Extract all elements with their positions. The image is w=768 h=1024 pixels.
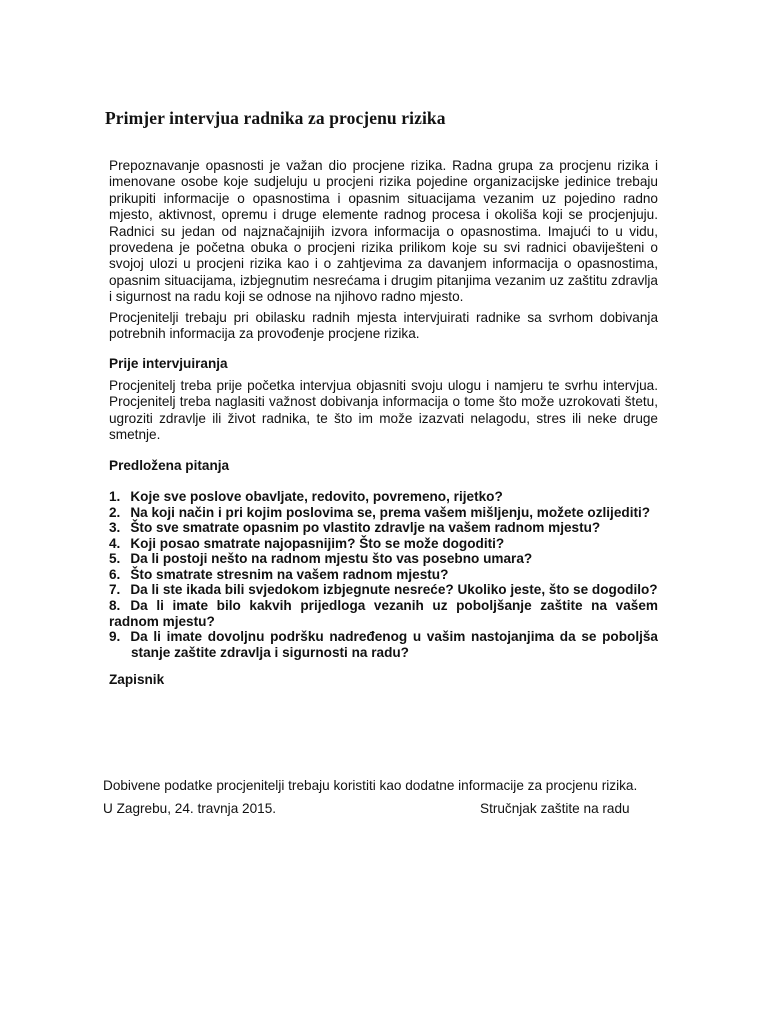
questions-list [109, 489, 658, 661]
question-text: Da li postoji nešto na radnom mjestu što vas posebno umara? [130, 551, 533, 567]
question-item [109, 598, 658, 629]
section-heading-prije: Prije intervjuiranja [109, 356, 228, 372]
document-body [109, 158, 658, 689]
question-item [109, 505, 658, 521]
prije-paragraph: Procjenitelj treba prije početka intervjua objasniti svoju ulogu i namjeru te svrhu intervjua. Procjenitelj treba naglasiti važnost dobivanja informacija o tome što može uzrokovati štetu, ugroziti zdravlje ili život radnika, te što im može izazvati nelagodu, stres ili neke druge smetnje. [109, 377, 658, 443]
question-text: Da li imate bilo kakvih prijedloga vezanih uz poboljšanje zaštite na vašem radnom mjestu? [109, 598, 658, 629]
question-number: 8. [109, 598, 121, 614]
question-text: Koji posao smatrate najopasnijim? Što se može dogoditi? [130, 535, 505, 551]
question-item [109, 567, 658, 583]
question-item [109, 582, 658, 598]
question-item [109, 629, 658, 660]
place-date: U Zagrebu, 24. travnja 2015. [103, 801, 277, 816]
question-text: Da li imate dovoljnu podršku nadređenog u vašim nastojanjima da se poboljša stanje zaštite zdravlja i sigurnosti na radu? [130, 629, 658, 660]
question-number: 2. [109, 504, 121, 520]
question-number: 1. [109, 488, 121, 504]
question-number: 9. [109, 629, 121, 645]
document-title: Primjer intervjua radnika za procjenu rizika [105, 108, 446, 128]
second-paragraph: Procjenitelji trebaju pri obilasku radnih mjesta intervjuirati radnike sa svrhom dobivanja potrebnih informacija za provođenje procjene rizika. [109, 309, 658, 342]
question-number: 5. [109, 551, 121, 567]
section-heading-zapisnik: Zapisnik [109, 672, 165, 688]
question-item [109, 520, 658, 536]
question-item [109, 489, 658, 505]
question-number: 6. [109, 566, 121, 582]
question-item [109, 551, 658, 567]
question-text: Koje sve poslove obavljate, redovito, povremeno, rijetko? [130, 488, 503, 504]
question-number: 7. [109, 582, 121, 598]
signature-label: Stručnjak zaštite na radu [480, 801, 630, 816]
question-item [109, 536, 658, 552]
footer-note: Dobivene podatke procjenitelji trebaju koristiti kao dodatne informacije za procjenu rizika. [103, 778, 638, 793]
intro-paragraph: Prepoznavanje opasnosti je važan dio procjene rizika. Radna grupa za procjenu rizika i imenovane osobe koje sudjeluju u procjeni rizika pojedine organizacijske jedinice trebaju prikupiti informacije o opasnostima i opasnim situacijama vezanim uz pojedino radno mjesto, aktivnost, opremu i druge elemente radnog procesa i okoliša koji se procjenjuju. Radnici su jedan od najznačajnijih izvora informacija o opasnostima. Imajući to u vidu, provedena je početna obuka o procjeni rizika prilikom koje su svi radnici obaviješteni o svojoj ulozi u procjeni rizika kao i o zahtjevima za davanjem informacija o opasnostima, opasnim situacijama, izbjegnutim nesrećama i drugim pitanjima vezanim uz zaštitu zdravlja i sigurnost na radu koji se odnose na njihovo radno mjesto. [109, 158, 658, 305]
question-text: Da li ste ikada bili svjedokom izbjegnute nesreće? Ukoliko jeste, što se dogodilo? [130, 582, 658, 598]
question-number: 3. [109, 520, 121, 536]
section-heading-pitanja: Predložena pitanja [109, 457, 230, 473]
question-text: Što smatrate stresnim na vašem radnom mjestu? [130, 566, 449, 582]
question-text: Što sve smatrate opasnim po vlastito zdravlje na vašem radnom mjestu? [130, 520, 601, 536]
question-number: 4. [109, 535, 121, 551]
question-text: Na koji način i pri kojim poslovima se, prema vašem mišljenju, možete ozlijediti? [130, 504, 651, 520]
